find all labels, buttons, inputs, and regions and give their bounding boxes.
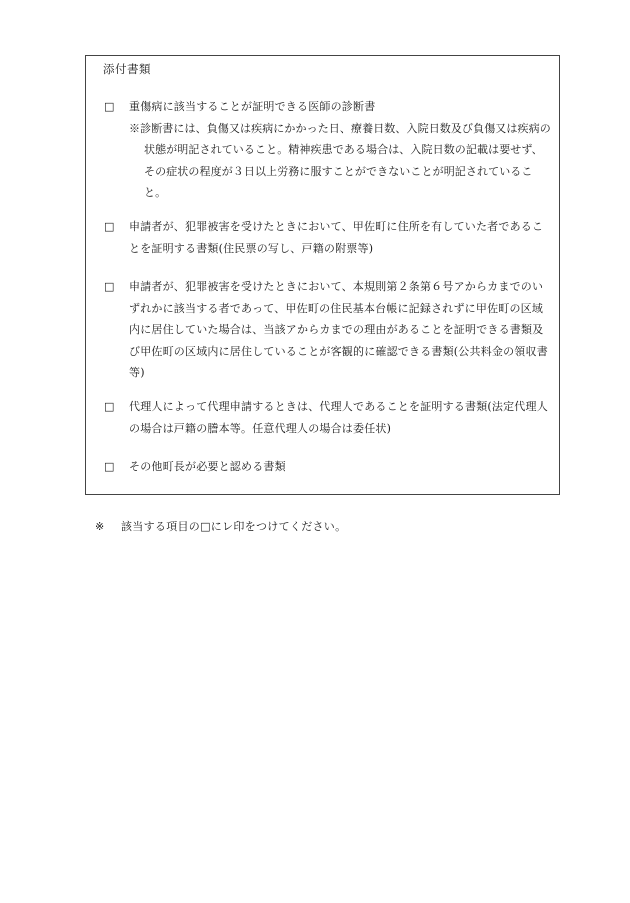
attachment-item-agent-proof bbox=[104, 396, 553, 439]
attachment-item-unregistered-residence-proof bbox=[104, 276, 553, 384]
attachment-item-label: 代理人によって代理申請するときは、代理人であることを証明する書類(法定代理人の場合は戸籍の謄本等。任意代理人の場合は委任状) bbox=[129, 400, 548, 435]
checkbox-other[interactable]: □ bbox=[104, 460, 115, 473]
footnote bbox=[95, 519, 346, 535]
footnote-text: 該当する項目の□にレ印をつけてください。 bbox=[121, 520, 347, 533]
attachment-item-other bbox=[104, 456, 553, 478]
attachment-item-label: 重傷病に該当することが証明できる医師の診断書 bbox=[129, 100, 376, 113]
attachment-item-note: ※診断書には、負傷又は疾病にかかった日、療養日数、入院日数及び負傷又は疾病の状態が明記されていること。精神疾患である場合は、入院日数の記載は要せず、その症状の程度が３日以上労務に服すことができないことが明記されていること。 bbox=[129, 121, 551, 199]
attachment-item-medical-certificate bbox=[104, 96, 553, 204]
footnote-mark: ※ bbox=[95, 520, 105, 533]
attachments-box bbox=[85, 55, 560, 495]
checkbox-agent-proof[interactable]: □ bbox=[104, 400, 115, 413]
attachment-item-label: 申請者が、犯罪被害を受けたときにおいて、甲佐町に住所を有していた者であることを証明する書類(住民票の写し、戸籍の附票等) bbox=[129, 220, 544, 255]
attachment-item-label: その他町長が必要と認める書類 bbox=[129, 460, 286, 473]
checkbox-residence-proof[interactable]: □ bbox=[104, 220, 115, 233]
attachment-item-residence-proof bbox=[104, 216, 553, 259]
checkbox-unregistered-residence-proof[interactable]: □ bbox=[104, 280, 115, 293]
attachment-item-label: 申請者が、犯罪被害を受けたときにおいて、本規則第２条第６号アからカまでのいずれかに該当する者であって、甲佐町の住民基本台帳に記録されずに甲佐町の区域内に居住していた場合は、当該アからカまでの理由があることを証明できる書類及び甲佐町の区域内に居住していることが客観的に確認できる書類(公共料金の領収書等) bbox=[129, 280, 548, 379]
checkbox-medical-certificate[interactable]: □ bbox=[104, 100, 115, 113]
attachments-title: 添付書類 bbox=[103, 62, 151, 76]
